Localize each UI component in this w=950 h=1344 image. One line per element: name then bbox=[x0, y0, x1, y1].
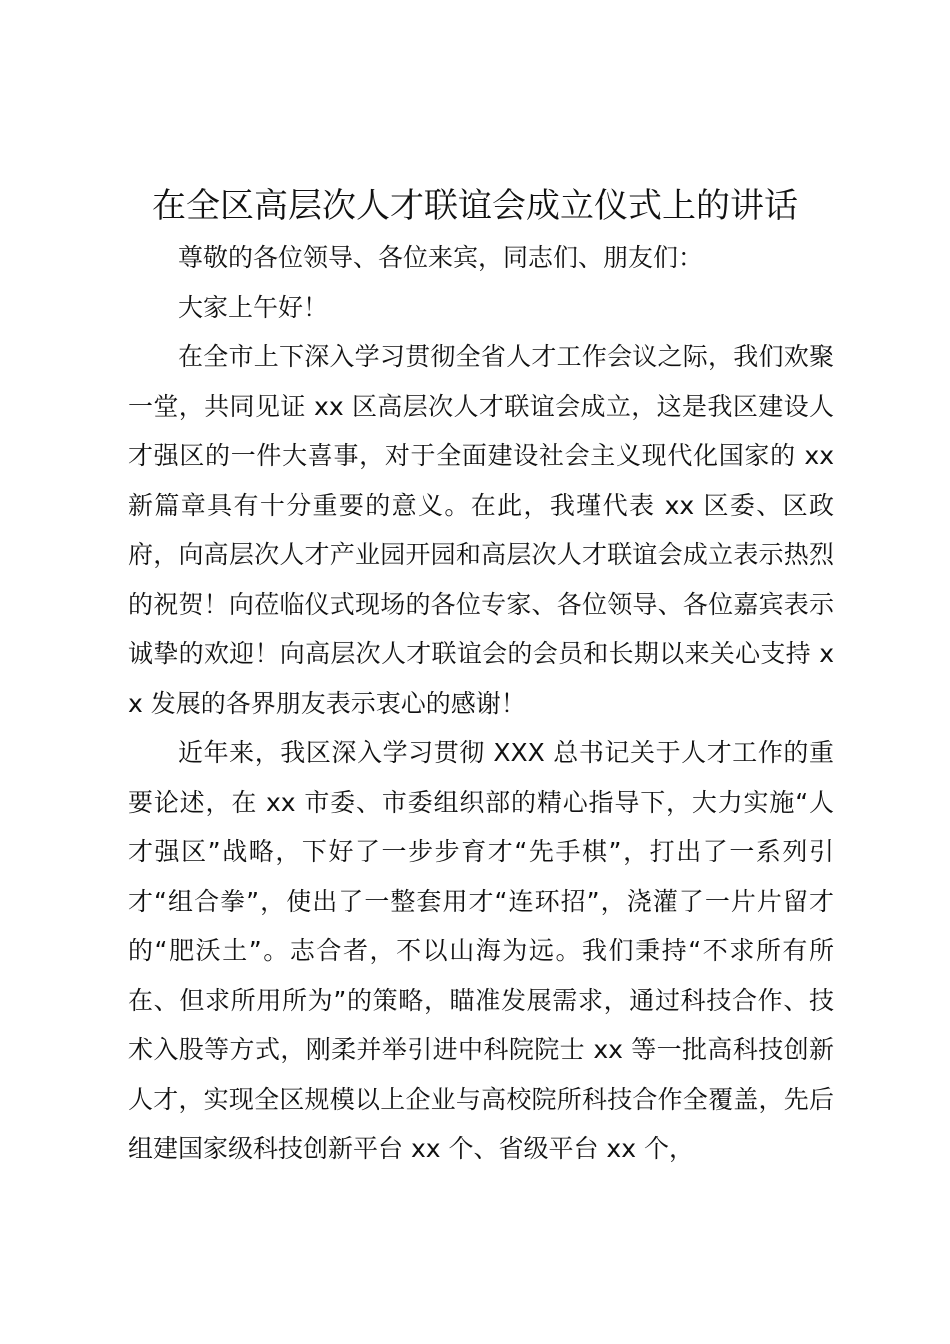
achievements-paragraph: 近年来，我区深入学习贯彻 XXX 总书记关于人才工作的重要论述，在 xx 市委、市委组织部的精心指导下，大力实施“人才强区”战略，下好了一步步育才“先手棋”，打出了一系列引才“组合拳”，使出了一整套用才“连环招”，浇灌了一片片留才的“肥沃土”。志合者，不以山海为远。我们秉持“不求所有所在、但求所用所为”的策略，瞄准发展需求，通过科技合作、技术入股等方式，刚柔并举引进中科院院士 xx 等一批高科技创新人才，实现全区规模以上企业与高校院所科技合作全覆盖，先后组建国家级科技创新平台 xx 个、省级平台 xx 个， bbox=[128, 738, 834, 1163]
opening-paragraph: 在全市上下深入学习贯彻全省人才工作会议之际，我们欢聚一堂，共同见证 xx 区高层次人才联谊会成立，这是我区建设人才强区的一件大喜事，对于全面建设社会主义现代化国家的 xx 新篇章具有十分重要的意义。在此，我瑾代表 xx 区委、区政府，向高层次人才产业园开园和高层次人才联谊会成立表示热烈的祝贺！向莅临仪式现场的各位专家、各位领导、各位嘉宾表示诚挚的欢迎！向高层次人才联谊会的会员和长期以来关心支持 xx 发展的各界朋友表示衷心的感谢！ bbox=[128, 342, 834, 718]
document-title: 在全区高层次人才联谊会成立仪式上的讲话 bbox=[152, 186, 798, 226]
salutation-paragraph: 尊敬的各位领导、各位来宾，同志们、朋友们： bbox=[178, 243, 704, 272]
greeting-paragraph: 大家上午好！ bbox=[178, 292, 329, 322]
document-body bbox=[128, 233, 834, 1174]
